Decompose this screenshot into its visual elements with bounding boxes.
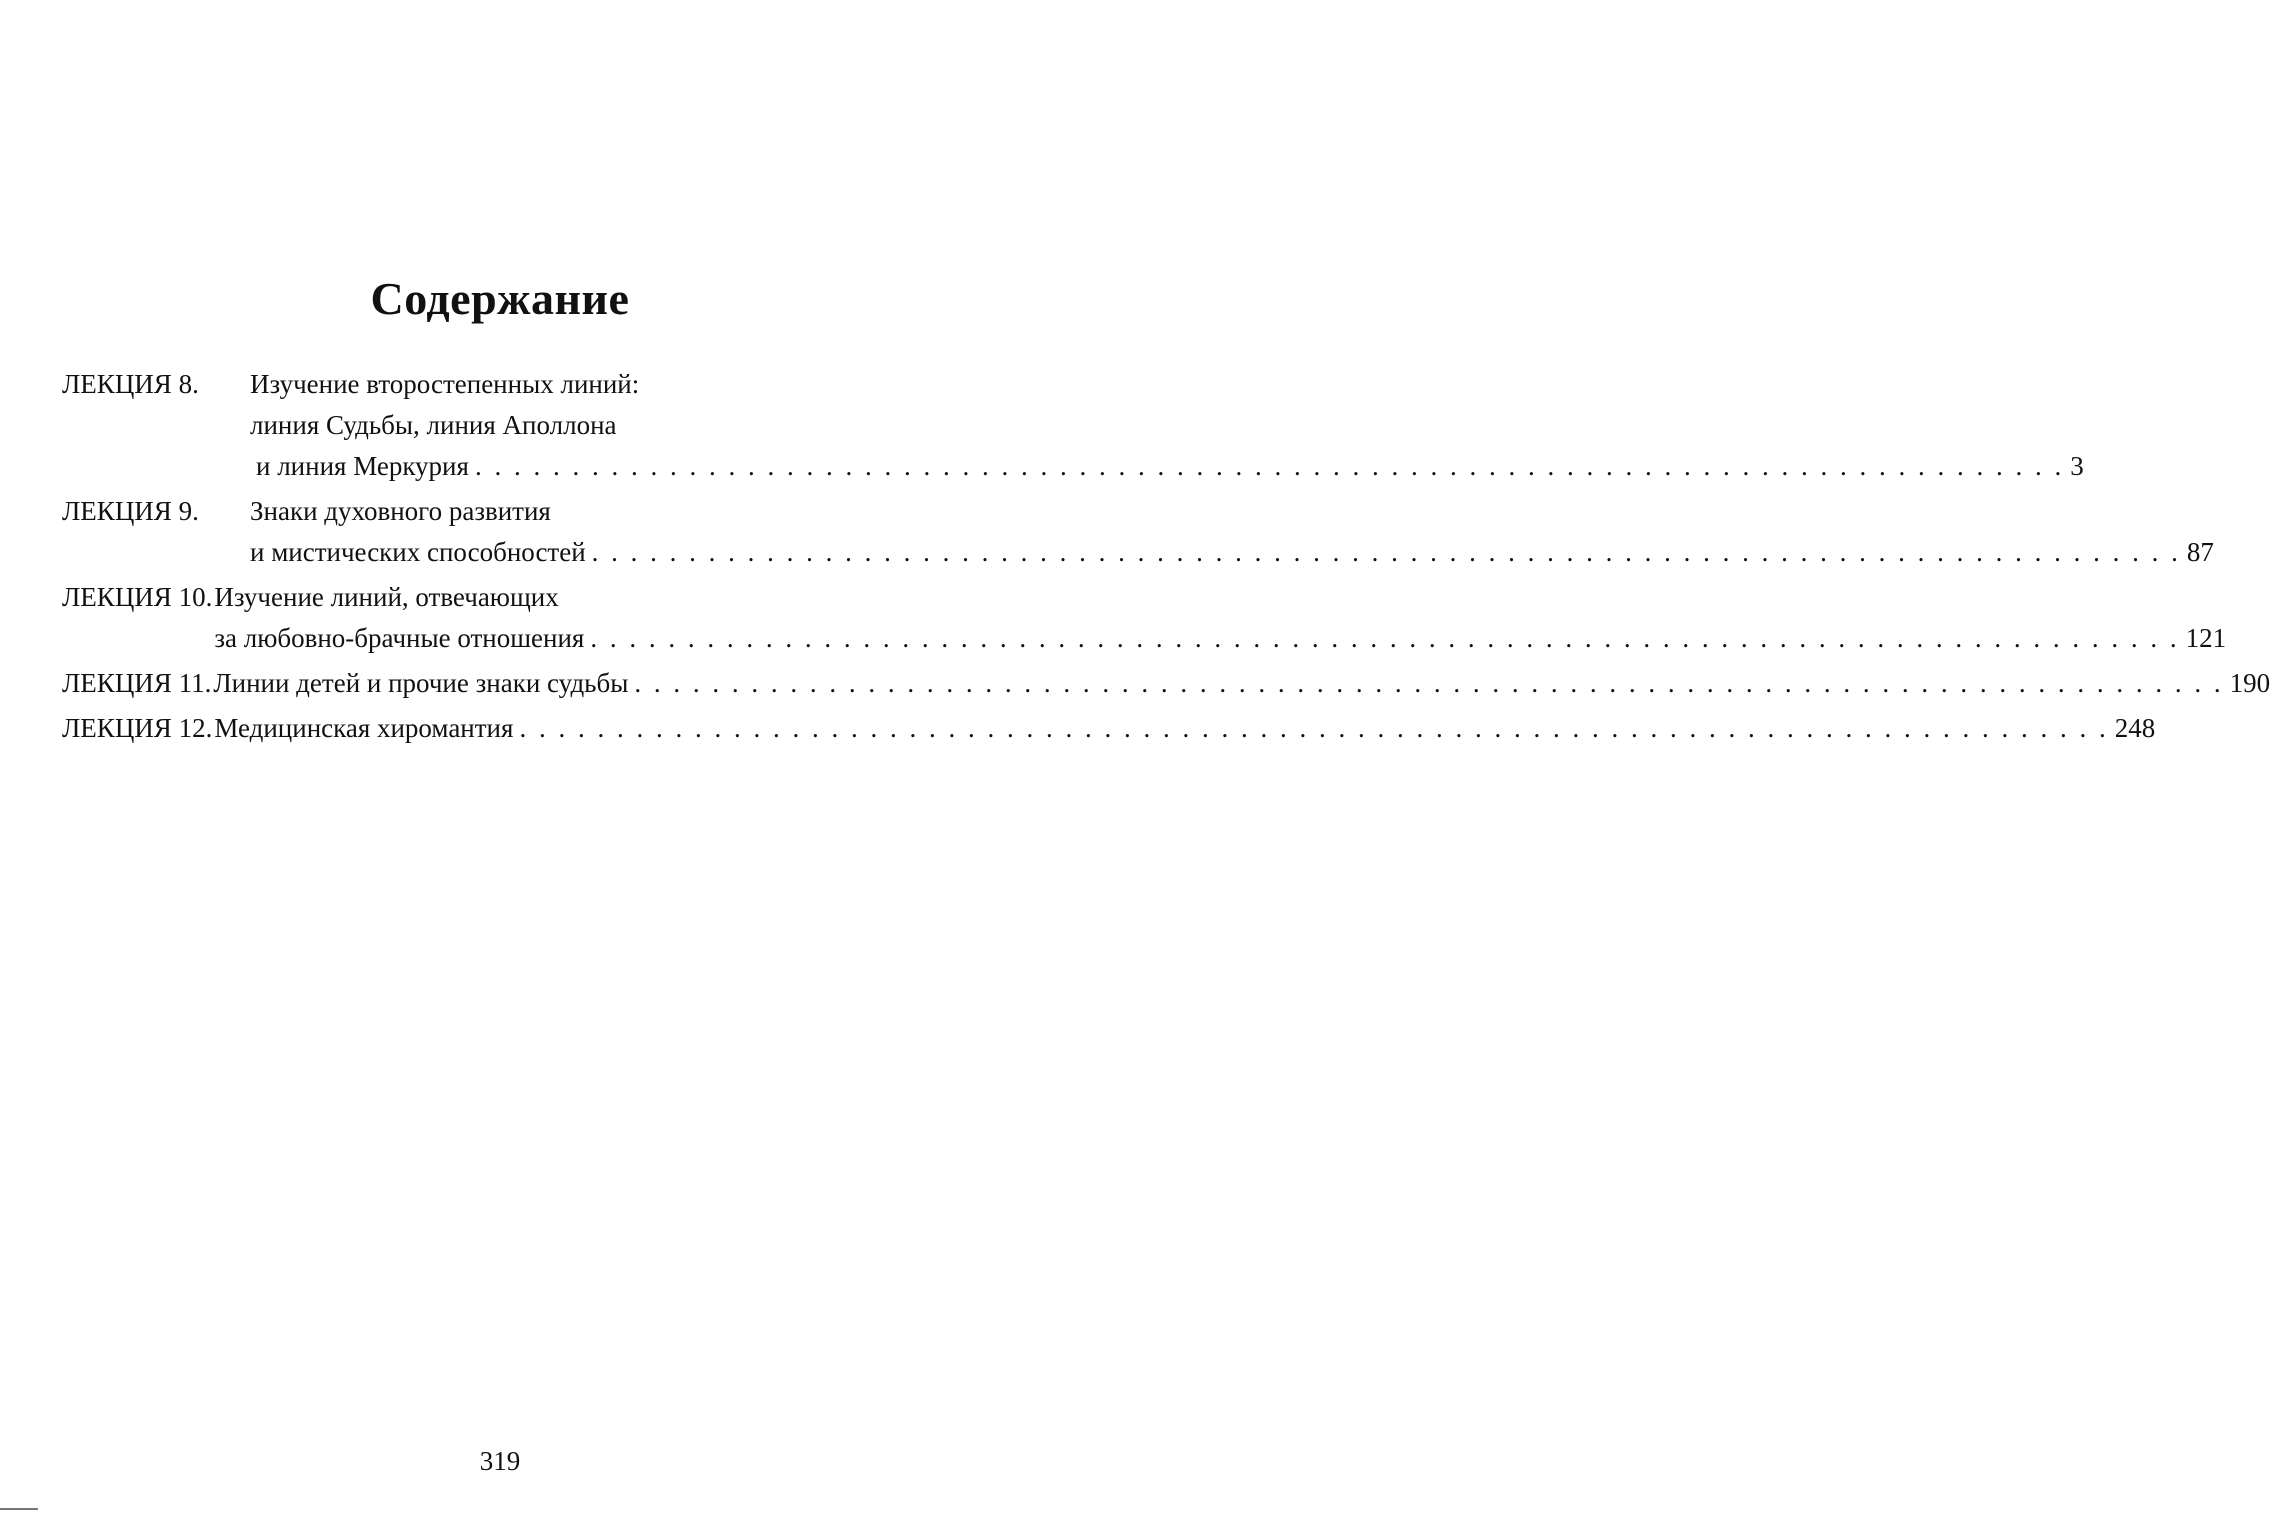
toc-entry-title-line: и мистических способностей [250,537,586,567]
dot-leader [634,663,2223,704]
page-number: 319 [479,1446,521,1476]
scan-edge-mark [0,1508,38,1510]
toc-entry-title-line: Знаки духовного развития [250,496,551,526]
toc-entry-last-line [250,532,2214,573]
toc-entry-title-line: за любовно-брачные отношения [214,623,585,653]
toc-entry-page-number: 3 [2070,451,2084,481]
toc-entry-lecture-10 [62,577,2227,659]
toc-entry-lecture-11 [62,663,2270,704]
toc-entry-last-line [213,663,2270,704]
toc-entry-label: ЛЕКЦИЯ 9. [62,496,199,526]
toc-entry-title-line: Линии детей и прочие знаки судьбы [213,668,629,698]
dot-leader [475,446,2064,487]
toc-entry-title [213,663,2270,704]
toc-entry-title [250,364,2084,487]
toc-entry-label: ЛЕКЦИЯ 12. [62,713,213,743]
toc-entry-last-line [214,708,2155,749]
toc-entry-page-number: 190 [2229,668,2270,698]
toc-entry-lecture-9 [62,491,2214,573]
toc-entry-page-number: 248 [2114,713,2156,743]
toc-entry-title-line: и линия Меркурия [256,451,469,481]
toc-entry-title-line: линия Судьбы, линия Аполлона [250,410,617,440]
toc-entry-title [214,577,2226,659]
toc-entry-title-line: Медицинская хиромантия [214,713,514,743]
toc-entry-lecture-12 [62,708,2156,749]
toc-entry-last-line [250,446,2084,487]
toc-entry-last-line [214,618,2226,659]
toc-entry-title-line: Изучение второстепенных линий: [250,369,640,399]
dot-leader [592,532,2181,573]
toc-entry-title [214,708,2155,749]
table-of-contents [62,364,2270,753]
toc-entry-label: ЛЕКЦИЯ 10. [62,582,213,612]
dot-leader [590,618,2179,659]
dot-leader [519,708,2108,749]
toc-entry-title-line: Изучение линий, отвечающих [214,582,559,612]
toc-entry-label: ЛЕКЦИЯ 11. [62,668,212,698]
toc-entry-lecture-8 [62,364,2084,487]
toc-entry-label: ЛЕКЦИЯ 8. [62,369,199,399]
toc-entry-page-number: 87 [2186,537,2214,567]
page-title: Содержание [370,273,630,324]
toc-entry-page-number: 121 [2185,623,2227,653]
toc-entry-title [250,491,2214,573]
